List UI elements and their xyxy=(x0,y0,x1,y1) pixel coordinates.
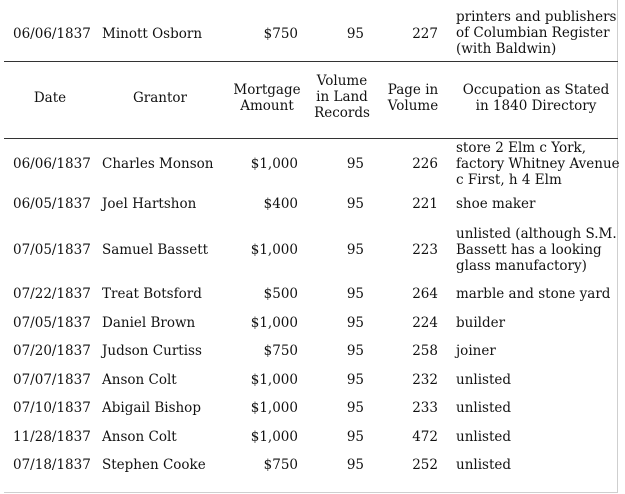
cell-date: 11/28/1837 xyxy=(13,429,91,445)
cell-date: 07/07/1837 xyxy=(13,372,91,388)
cell-occupation: unlisted (although S.M. Bassett has a looking glass manufactory) xyxy=(456,226,617,274)
cell-occupation: builder xyxy=(456,315,506,331)
cell-grantor: Charles Monson xyxy=(102,156,214,172)
cell-grantor: Minott Osborn xyxy=(102,26,203,42)
cell-amount: $1,000 xyxy=(250,315,298,331)
cell-amount: $1,000 xyxy=(250,400,298,416)
cell-page: 252 xyxy=(412,457,438,473)
cell-volume: 95 xyxy=(346,343,364,359)
table-header xyxy=(4,62,618,138)
cell-occupation: unlisted xyxy=(456,372,512,388)
cell-date: 07/20/1837 xyxy=(13,343,91,359)
cell-occupation: printers and publishers of Columbian Register (with Baldwin) xyxy=(456,9,617,57)
cell-date: 07/18/1837 xyxy=(13,457,91,473)
header-bottom-rule xyxy=(4,138,618,139)
cell-occupation: joiner xyxy=(456,343,496,359)
cell-volume: 95 xyxy=(346,196,364,212)
header-mortgage-amount: Mortgage Amount xyxy=(233,82,301,114)
cell-volume: 95 xyxy=(346,400,364,416)
cell-date: 07/05/1837 xyxy=(13,315,91,331)
cell-page: 227 xyxy=(412,26,438,42)
cell-occupation: unlisted xyxy=(456,429,512,445)
cell-amount: $1,000 xyxy=(250,156,298,172)
cell-occupation: store 2 Elm c York, factory Whitney Avenue c First, h 4 Elm xyxy=(456,140,620,188)
cell-date: 06/06/1837 xyxy=(13,26,91,42)
table-row xyxy=(4,394,618,422)
document-frame xyxy=(4,0,618,493)
cell-volume: 95 xyxy=(346,372,364,388)
cell-grantor: Judson Curtiss xyxy=(102,343,202,359)
table-row xyxy=(4,337,618,365)
cell-volume: 95 xyxy=(346,315,364,331)
header-occupation: Occupation as Stated in 1840 Directory xyxy=(462,82,610,114)
cell-grantor: Samuel Bassett xyxy=(102,242,209,258)
cell-volume: 95 xyxy=(346,26,364,42)
cell-volume: 95 xyxy=(346,242,364,258)
cell-grantor: Treat Botsford xyxy=(102,286,202,302)
cell-volume: 95 xyxy=(346,457,364,473)
cell-grantor: Daniel Brown xyxy=(102,315,196,331)
cell-amount: $400 xyxy=(263,196,298,212)
header-volume: Volume in Land Records xyxy=(314,73,370,121)
cell-occupation: unlisted xyxy=(456,457,512,473)
cell-amount: $750 xyxy=(263,26,298,42)
cell-page: 224 xyxy=(412,315,438,331)
cell-amount: $1,000 xyxy=(250,429,298,445)
cell-amount: $1,000 xyxy=(250,242,298,258)
table-row xyxy=(4,280,618,308)
cell-amount: $750 xyxy=(263,343,298,359)
table-row xyxy=(4,366,618,394)
cell-occupation: unlisted xyxy=(456,400,512,416)
table-row xyxy=(4,423,618,451)
cell-page: 233 xyxy=(412,400,438,416)
cell-amount: $500 xyxy=(263,286,298,302)
header-page: Page in Volume xyxy=(387,82,439,114)
cell-date: 07/22/1837 xyxy=(13,286,91,302)
table-row xyxy=(4,451,618,479)
cell-grantor: Joel Hartshon xyxy=(102,196,197,212)
cell-grantor: Abigail Bishop xyxy=(102,400,201,416)
cell-page: 226 xyxy=(412,156,438,172)
cell-amount: $1,000 xyxy=(250,372,298,388)
cell-date: 07/05/1837 xyxy=(13,242,91,258)
cell-page: 472 xyxy=(412,429,438,445)
cell-volume: 95 xyxy=(346,286,364,302)
cell-page: 232 xyxy=(412,372,438,388)
header-date: Date xyxy=(33,90,67,106)
cell-occupation: shoe maker xyxy=(456,196,536,212)
cell-date: 06/05/1837 xyxy=(13,196,91,212)
table-row xyxy=(4,190,618,218)
cell-grantor: Stephen Cooke xyxy=(102,457,206,473)
cell-amount: $750 xyxy=(263,457,298,473)
cell-date: 06/06/1837 xyxy=(13,156,91,172)
cell-page: 264 xyxy=(412,286,438,302)
cell-page: 258 xyxy=(412,343,438,359)
cell-page: 223 xyxy=(412,242,438,258)
cell-date: 07/10/1837 xyxy=(13,400,91,416)
cell-page: 221 xyxy=(412,196,438,212)
table-row xyxy=(4,141,618,187)
cell-grantor: Anson Colt xyxy=(102,372,177,388)
header-grantor: Grantor xyxy=(133,90,187,106)
table-row xyxy=(4,309,618,337)
cell-volume: 95 xyxy=(346,156,364,172)
table-row xyxy=(4,222,618,278)
cell-volume: 95 xyxy=(346,429,364,445)
cell-occupation: marble and stone yard xyxy=(456,286,611,302)
cell-grantor: Anson Colt xyxy=(102,429,177,445)
